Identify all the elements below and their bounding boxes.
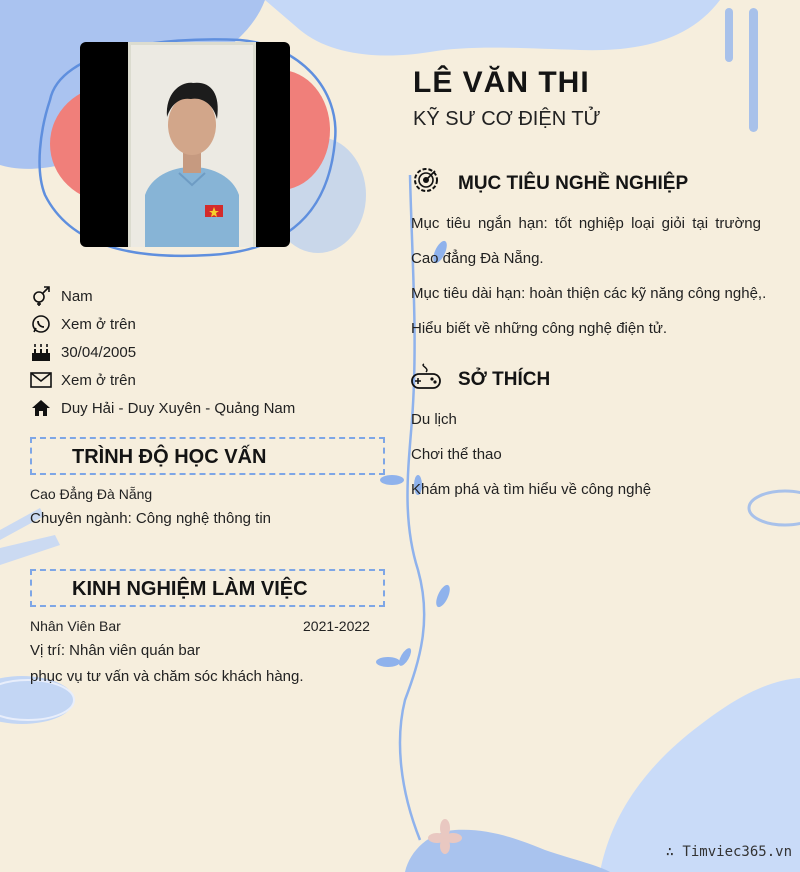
gender-icon xyxy=(30,285,52,307)
objective-short-line2: Cao đẳng Đà Nẵng. xyxy=(411,250,544,267)
home-icon xyxy=(30,397,52,419)
experience-period: 2021-2022 xyxy=(303,618,370,634)
gamepad-icon xyxy=(410,362,442,397)
contact-birthday-row xyxy=(30,341,136,363)
address-value: Duy Hải - Duy Xuyên - Quảng Nam xyxy=(61,399,296,417)
profile-photo-area xyxy=(30,36,342,258)
portrait-illustration xyxy=(131,45,253,247)
experience-description: phục vụ tư vấn và chăm sóc khách hàng. xyxy=(30,668,304,685)
contact-phone-row xyxy=(30,313,136,335)
hobby-item: Khám phá và tìm hiểu về công nghệ xyxy=(411,481,652,498)
whatsapp-icon xyxy=(30,313,52,335)
experience-company: Nhân Viên Bar xyxy=(30,618,121,634)
brand-watermark: ∴ Timviec365.vn xyxy=(665,844,792,860)
objective-short-line1: Mục tiêu ngắn hạn: tốt nghiệp loại giỏi tại trường xyxy=(411,215,761,232)
education-heading-box xyxy=(30,437,385,475)
experience-position: Vị trí: Nhân viên quán bar xyxy=(30,642,201,659)
birthday-value: 30/04/2005 xyxy=(61,343,137,361)
contact-address-row xyxy=(30,397,295,419)
candidate-name: LÊ VĂN THI xyxy=(413,66,590,99)
contact-email-row xyxy=(30,369,136,391)
hobbies-heading: SỞ THÍCH xyxy=(458,369,551,390)
experience-heading-box xyxy=(30,569,385,607)
education-major: Chuyên ngành: Công nghệ thông tin xyxy=(30,510,272,527)
objective-long-line2: Hiểu biết về những công nghệ điện tử. xyxy=(411,320,668,337)
gender-value: Nam xyxy=(61,287,93,305)
portrait-card xyxy=(128,42,256,247)
hobby-item: Chơi thể thao xyxy=(411,446,502,463)
objective-long-line1: Mục tiêu dài hạn: hoàn thiện các kỹ năng công nghệ,. xyxy=(411,285,767,302)
education-heading: TRÌNH ĐỘ HỌC VẤN xyxy=(72,446,267,468)
contact-gender-row xyxy=(30,285,93,307)
envelope-icon xyxy=(30,369,52,391)
email-value: Xem ở trên xyxy=(61,371,136,389)
hobby-item: Du lịch xyxy=(411,411,457,428)
job-title: KỸ SƯ CƠ ĐIỆN TỬ xyxy=(413,108,601,130)
profile-photo xyxy=(80,42,290,247)
phone-value: Xem ở trên xyxy=(61,315,136,333)
education-school: Cao Đẳng Đà Nẵng xyxy=(30,486,153,502)
gear-target-icon xyxy=(411,165,441,200)
cake-icon xyxy=(30,341,52,363)
experience-heading: KINH NGHIỆM LÀM VIỆC xyxy=(72,578,308,600)
objective-heading: MỤC TIÊU NGHỀ NGHIỆP xyxy=(458,173,689,194)
